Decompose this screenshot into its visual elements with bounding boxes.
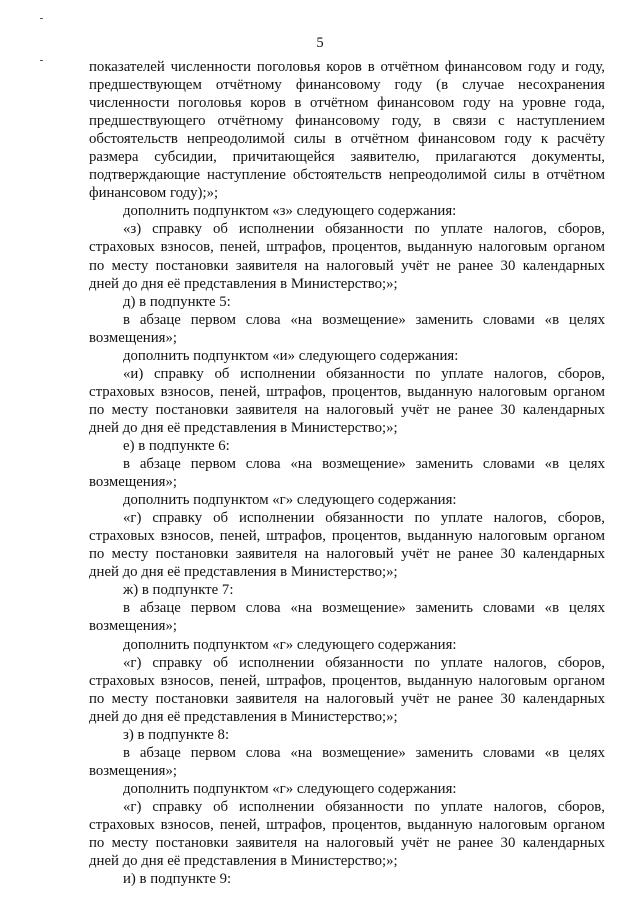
text-line: «г) справку об исполнении обязанности по уплате налогов, сборов, bbox=[123, 510, 605, 527]
document-body bbox=[89, 58, 605, 888]
text-line: в абзаце первом слова «на возмещение» заменить словами «в целях bbox=[123, 600, 605, 617]
text-line: д) в подпункте 5: bbox=[123, 293, 231, 310]
text-line: по месту постановки заявителя на налоговый учёт не ранее 30 календарных bbox=[89, 546, 605, 563]
text-line: дней до дня её представления в Министерство;»; bbox=[89, 419, 398, 436]
text-line: дней до дня её представления в Министерство;»; bbox=[89, 708, 398, 725]
text-line: «г) справку об исполнении обязанности по уплате налогов, сборов, bbox=[123, 798, 605, 815]
text-line: возмещения»; bbox=[89, 618, 177, 635]
text-line: страховых взносов, пеней, штрафов, процентов, выданную налоговым органом bbox=[89, 528, 605, 545]
text-line: дней до дня её представления в Министерство;»; bbox=[89, 275, 398, 292]
text-line: обстоятельств непреодолимой силы в отчётном финансовом году к расчёту bbox=[89, 131, 605, 148]
text-line: и) в подпункте 9: bbox=[123, 871, 232, 888]
text-line: возмещения»; bbox=[89, 329, 177, 346]
text-line: дней до дня её представления в Министерство;»; bbox=[89, 853, 398, 870]
text-line: страховых взносов, пеней, штрафов, процентов, выданную налоговым органом bbox=[89, 816, 605, 833]
text-line: численности поголовья коров в отчётном финансовом году на уровне года, bbox=[89, 95, 605, 112]
text-line: возмещения»; bbox=[89, 762, 177, 779]
text-line: в абзаце первом слова «на возмещение» заменить словами «в целях bbox=[123, 744, 605, 761]
text-line: страховых взносов, пеней, штрафов, процентов, выданную налоговым органом bbox=[89, 383, 605, 400]
text-line: страховых взносов, пеней, штрафов, процентов, выданную налоговым органом bbox=[89, 672, 605, 689]
text-line: по месту постановки заявителя на налоговый учёт не ранее 30 календарных bbox=[89, 835, 605, 852]
text-line: «з) справку об исполнении обязанности по уплате налогов, сборов, bbox=[123, 221, 605, 238]
text-line: в абзаце первом слова «на возмещение» заменить словами «в целях bbox=[123, 456, 605, 473]
scan-mark bbox=[40, 18, 43, 19]
text-line: подтверждающие наступление обстоятельств непреодолимой силы в отчётном bbox=[89, 167, 605, 184]
text-line: ж) в подпункте 7: bbox=[123, 582, 234, 599]
text-line: по месту постановки заявителя на налоговый учёт не ранее 30 календарных bbox=[89, 257, 605, 274]
text-line: страховых взносов, пеней, штрафов, процентов, выданную налоговым органом bbox=[89, 239, 605, 256]
text-line: дополнить подпунктом «з» следующего содержания: bbox=[123, 203, 457, 220]
text-line: дополнить подпунктом «г» следующего содержания: bbox=[123, 492, 457, 509]
page-number: 5 bbox=[316, 35, 324, 51]
text-line: дополнить подпунктом «г» следующего содержания: bbox=[123, 780, 457, 797]
text-line: по месту постановки заявителя на налоговый учёт не ранее 30 календарных bbox=[89, 401, 605, 418]
text-line: дней до дня её представления в Министерство;»; bbox=[89, 564, 398, 581]
text-line: в абзаце первом слова «на возмещение» заменить словами «в целях bbox=[123, 311, 605, 328]
text-line: возмещения»; bbox=[89, 474, 177, 491]
text-line: дополнить подпунктом «г» следующего содержания: bbox=[123, 636, 457, 653]
scan-mark bbox=[40, 60, 43, 61]
text-line: размера субсидии, причитающейся заявителю, прилагаются документы, bbox=[89, 149, 605, 166]
text-line: дополнить подпунктом «и» следующего содержания: bbox=[123, 347, 459, 364]
text-line: «и) справку об исполнении обязанности по уплате налогов, сборов, bbox=[123, 365, 605, 382]
text-line: показателей численности поголовья коров в отчётном финансовом году и году, bbox=[89, 59, 605, 75]
text-line: предшествующем отчётному финансовому году (в случае несохранения bbox=[89, 77, 605, 94]
text-line: финансовом году);»; bbox=[89, 185, 219, 202]
text-line: по месту постановки заявителя на налоговый учёт не ранее 30 календарных bbox=[89, 690, 605, 707]
text-line: предшествующего отчётному финансовому году, в связи с наступлением bbox=[89, 113, 605, 130]
text-line: е) в подпункте 6: bbox=[123, 437, 230, 454]
text-line: з) в подпункте 8: bbox=[123, 726, 230, 743]
text-line: «г) справку об исполнении обязанности по уплате налогов, сборов, bbox=[123, 654, 605, 671]
